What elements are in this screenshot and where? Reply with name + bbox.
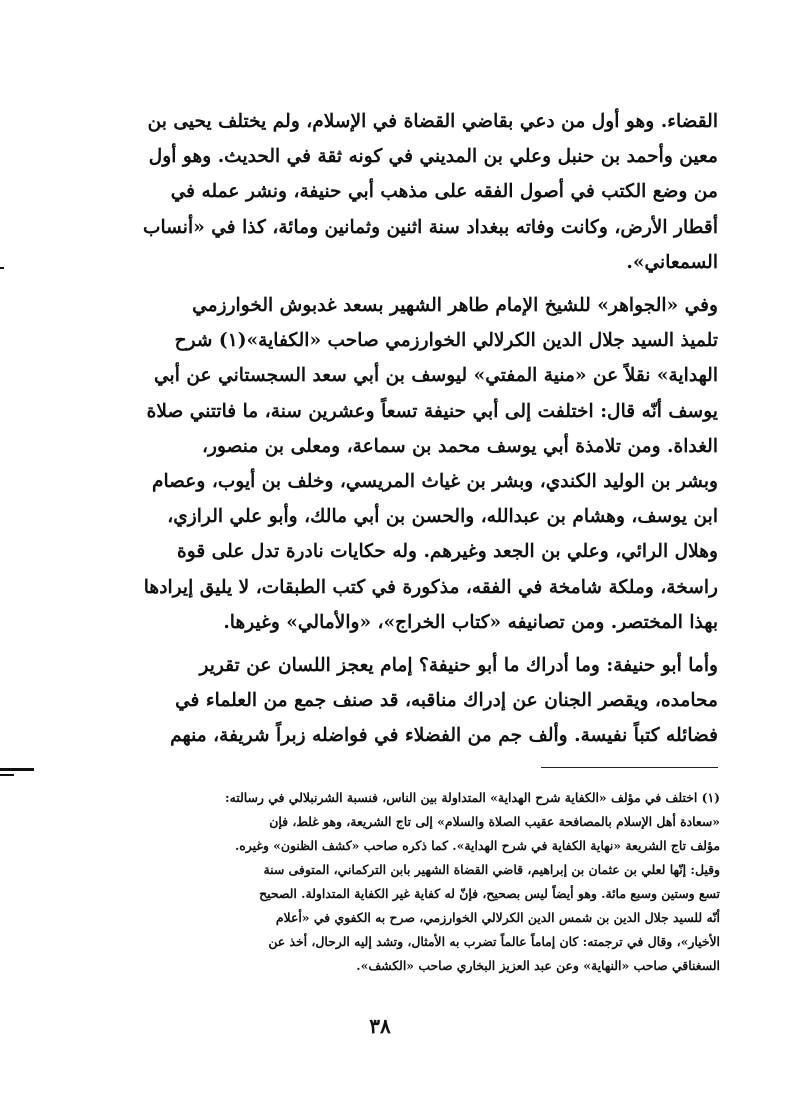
text-line: وهلال الرائي، وعلي بن الجعد وغيرهم. وله حكايات نادرة تدل على قوة <box>176 541 718 563</box>
footnote-line: «سعادة أهل الإسلام بالمصافحة عقيب الصلاة والسلام» إلى تاج الشريعة، وهو غلط، فإن <box>269 814 720 829</box>
text-line: أقطار الأرض، وكانت وفاته ببغداد سنة اثنين وثمانين ومائة، كذا في «أنساب <box>143 216 718 238</box>
text-line: الغداة. ومن تلامذة أبي يوسف محمد بن سماعة، ومعلى بن منصور، <box>202 435 718 457</box>
scan-margin-mark <box>0 768 34 771</box>
footnote-separator <box>541 767 718 768</box>
footnote-line: تسع وستين وسبع مائة. وهو أيضاً ليس بصحيح، فإنّ له كفاية غير الكفاية المتداولة. الصحيح <box>259 886 720 901</box>
text-line: محامده، ويقصر الجنان عن إدراك مناقبه، قد صنف جمع من العلماء في <box>175 690 718 712</box>
text-line: الهداية» نقلاً عن «منية المفتي» ليوسف بن أبي سعد السجستاني عن أبي <box>154 365 718 387</box>
text-line: راسخة، وملكة شامخة في الفقه، مذكورة في كتب الطبقات، لا يليق إيرادها <box>143 576 718 598</box>
text-line: وأما أبو حنيفة: وما أدراك ما أبو حنيفة؟ إمام يعجز اللسان عن تقرير <box>199 655 718 677</box>
main-text <box>106 104 718 754</box>
text-line: فضائله كتباً نفيسة. وألف جم من الفضلاء في فواضله زبراً شريفة، منهم <box>170 725 718 747</box>
scan-margin-mark <box>0 774 14 776</box>
text-line: من وضع الكتب في أصول الفقه على مذهب أبي حنيفة، ونشر عمله في <box>170 181 718 203</box>
footnotes <box>108 786 720 978</box>
footnote-line: مؤلف تاج الشريعة «نهاية الكفاية في شرح الهداية». كما ذكره صاحب «كشف الظنون» وغيره. <box>234 838 720 853</box>
text-line: معين وأحمد بن حنبل وعلي بن المديني في كونه ثقة في الحديث. وهو أول <box>148 146 718 168</box>
footnote-line: الأخيار»، وقال في ترجمته: كان إماماً عالماً تضرب به الأمثال، وتشد إليه الرحال، أخذ عن <box>268 934 720 949</box>
text-line: يوسف أنّه قال: اختلفت إلى أبي حنيفة تسعاً وعشرين سنة، ما فاتتني صلاة <box>146 400 718 422</box>
text-line: القضاء. وهو أول من دعي بقاضي القضاة في الإسلام، ولم يختلف يحيى بن <box>147 111 718 132</box>
paragraph <box>106 288 718 640</box>
page-number: ٣٨ <box>369 1014 391 1038</box>
footnote-line: (١) اختلف في مؤلف «الكفاية شرح الهداية» المتداولة بين الناس، فنسبة الشرنبلالي في رسالته: <box>225 790 720 805</box>
text-line: بهذا المختصر. ومن تصانيفه «كتاب الخراج»، «والأمالي» وغيرها. <box>223 611 718 633</box>
text-line: السمعاني». <box>626 251 718 273</box>
footnote-line: السغناقي صاحب «النهاية» وعن عبد العزيز البخاري صاحب «الكشف». <box>356 958 720 973</box>
footnote-line: وقيل: إنّها لعلي بن عثمان بن إبراهيم، قاضي القضاة الشهير بابن التركماني، المتوفى سنة <box>263 862 720 877</box>
text-line: وبشر بن الوليد الكندي، وبشر بن غياث المريسي، وخلف بن أيوب، وعصام <box>151 471 718 493</box>
text-line: ابن يوسف، وهشام بن عبدالله، والحسن بن أبي مالك، وأبو علي الرازي، <box>167 506 718 528</box>
scan-margin-mark <box>0 267 4 269</box>
footnote-line: أنّه للسيد جلال الدين بن شمس الدين الكرلالي الخوارزمي، صرح به الكفوي في «أعلام <box>275 910 720 925</box>
text-line: تلميذ السيد جلال الدين الكرلالي الخوارزمي صاحب «الكفاية»(١) شرح <box>174 330 718 352</box>
paragraph <box>106 104 718 280</box>
paragraph <box>106 648 718 754</box>
text-line: وفي «الجواهر» للشيخ الإمام طاهر الشهير بسعد غدبوش الخوارزمي <box>192 295 718 317</box>
